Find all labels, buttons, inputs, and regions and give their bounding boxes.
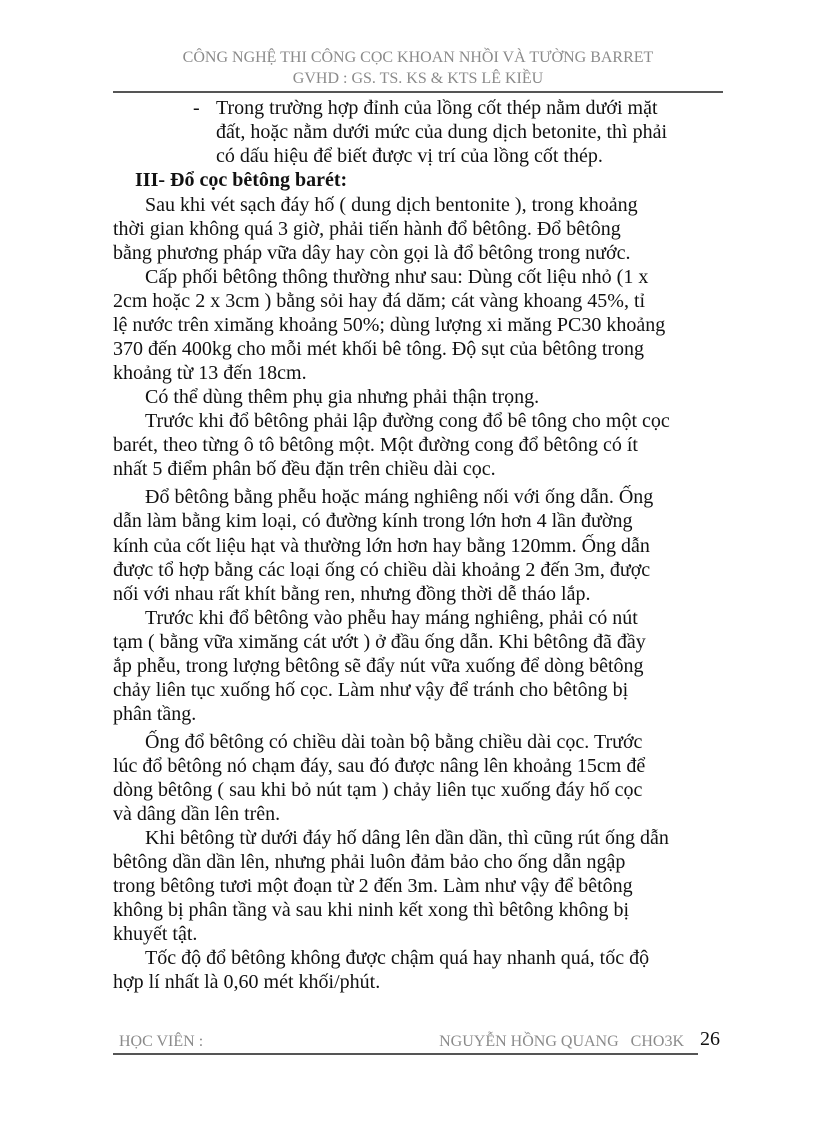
- paragraph: [113, 485, 723, 606]
- text-line: Tốc độ đổ bêtông không được chậm quá hay nhanh quá, tốc độ: [145, 947, 650, 969]
- page-body: [113, 96, 723, 994]
- text-line: Trước khi đổ bêtông vào phễu hay máng nghiêng, phải có nút: [145, 607, 638, 629]
- paragraph: [113, 730, 723, 826]
- text-line: bêtông dần dần lên, nhưng phải luôn đảm bảo cho ống dẫn ngập: [113, 851, 626, 873]
- text-line: thời gian không quá 3 giờ, phải tiến hành đổ bêtông. Đổ bêtông: [113, 218, 621, 240]
- bullet-dash: -: [193, 97, 200, 119]
- paragraph: [113, 265, 723, 385]
- text-line: khoảng từ 13 đến 18cm.: [113, 362, 307, 384]
- text-line: khuyết tật.: [113, 923, 198, 945]
- text-line: bằng phương pháp vữa dây hay còn gọi là đổ bêtông trong nước.: [113, 242, 631, 264]
- text-line: 2cm hoặc 2 x 3cm ) bằng sỏi hay đá dăm; cát vàng khoang 45%, tỉ: [113, 290, 646, 312]
- text-line: lệ nước trên ximăng khoảng 50%; dùng lượng xi măng PC30 khoảng: [113, 314, 666, 336]
- text-line: trong bêtông tươi một đoạn từ 2 đến 3m. Làm như vậy để bêtông: [113, 875, 633, 897]
- text-line: Có thể dùng thêm phụ gia nhưng phải thận trọng.: [145, 386, 540, 408]
- text-line: barét, theo từng ô tô bêtông một. Một đường cong đổ bêtông có ít: [113, 434, 638, 456]
- footer-student-name: NGUYỄN HỒNG QUANG CHO3K: [439, 1033, 684, 1050]
- paragraph: [113, 409, 723, 481]
- text-line: chảy liên tục xuống hố cọc. Làm như vậy để tránh cho bêtông bị: [113, 679, 629, 701]
- text-line: dòng bêtông ( sau khi bỏ nút tạm ) chảy liên tục xuống đáy hố cọc: [113, 779, 643, 801]
- text-line: Cấp phối bêtông thông thường như sau: Dùng cốt liệu nhỏ (1 x: [145, 266, 649, 288]
- running-header-advisor: GVHD : GS. TS. KS & KTS LÊ KIỀU: [292, 70, 544, 87]
- text-line: Sau khi vét sạch đáy hố ( dung dịch bentonite ), trong khoảng: [145, 194, 638, 216]
- text-line: 370 đến 400kg cho mỗi mét khối bê tông. Độ sụt của bêtông trong: [113, 338, 645, 360]
- text-line: Ống đổ bêtông có chiều dài toàn bộ bằng chiều dài cọc. Trước: [145, 731, 643, 753]
- paragraph: [113, 946, 723, 994]
- text-line: được tổ hợp bằng các loại ống có chiều dài khoảng 2 đến 3m, được: [113, 559, 651, 581]
- header-rule: [113, 91, 723, 93]
- paragraphs: [113, 193, 723, 994]
- text-line: Đổ bêtông bằng phễu hoặc máng nghiêng nối với ống dẫn. Ống: [145, 486, 654, 508]
- text-line: Trước khi đổ bêtông phải lập đường cong đổ bê tông cho một cọc: [145, 410, 670, 432]
- text-line: Khi bêtông từ dưới đáy hố dâng lên dần dần, thì cũng rút ống dẫn: [145, 827, 669, 849]
- text-line: tạm ( bằng vữa ximăng cát ướt ) ở đầu ống dẫn. Khi bêtông đã đầy: [113, 631, 646, 653]
- page-number: 26: [700, 1028, 720, 1050]
- text-line: ắp phễu, trong lượng bêtông sẽ đẩy nút vữa xuống để dòng bêtông: [113, 655, 644, 677]
- text-line: có dấu hiệu để biết được vị trí của lồng cốt thép.: [216, 145, 603, 167]
- text-line: lúc đổ bêtông nó chạm đáy, sau đó được nâng lên khoảng 15cm để: [113, 755, 646, 777]
- text-line: không bị phân tầng và sau khi ninh kết xong thì bêtông không bị: [113, 899, 630, 921]
- text-line: nhất 5 điểm phân bố đều đặn trên chiều dài cọc.: [113, 458, 496, 480]
- text-line: dẫn làm bằng kim loại, có đường kính trong lớn hơn 4 lần đường: [113, 510, 633, 532]
- text-line: hợp lí nhất là 0,60 mét khối/phút.: [113, 971, 381, 993]
- running-header-title: CÔNG NGHỆ THI CÔNG CỌC KHOAN NHỒI VÀ TƯỜNG BARRET: [182, 49, 654, 66]
- text-line: đất, hoặc nằm dưới mức của dung dịch betonite, thì phải: [216, 121, 668, 143]
- text-line: kính của cốt liệu hạt và thường lớn hơn hay bằng 120mm. Ống dẫn: [113, 535, 650, 557]
- paragraph: [113, 385, 723, 409]
- bullet-item: [113, 96, 723, 168]
- paragraph: [113, 606, 723, 726]
- text-line: Trong trường hợp đỉnh của lồng cốt thép nằm dưới mặt: [216, 97, 658, 119]
- footer-student-label: HỌC VIÊN :: [119, 1033, 204, 1050]
- text-line: phân tầng.: [113, 703, 197, 725]
- text-line: và dâng dần lên trên.: [113, 803, 281, 825]
- footer-rule: [113, 1053, 698, 1055]
- paragraph: [113, 193, 723, 265]
- section-heading: III- Đổ cọc bêtông barét:: [135, 169, 348, 191]
- paragraph: [113, 826, 723, 946]
- text-line: nối với nhau rất khít bằng ren, nhưng đồng thời dễ tháo lắp.: [113, 583, 591, 605]
